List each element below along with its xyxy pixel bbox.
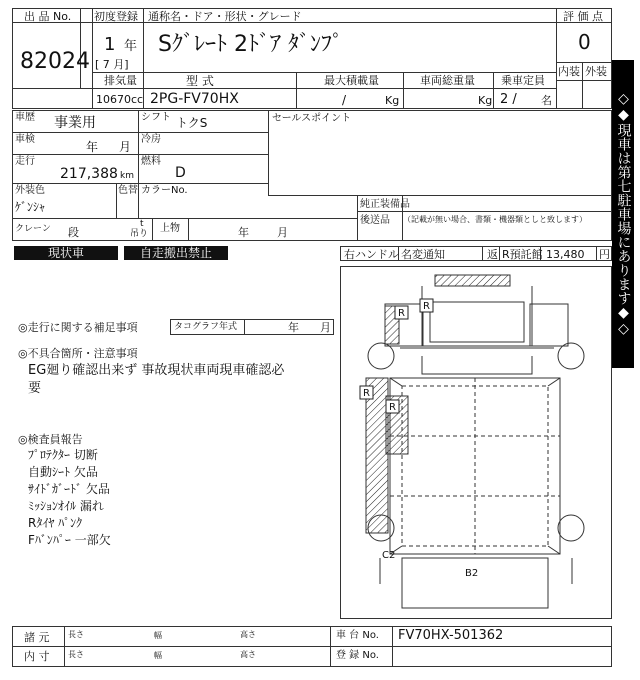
- diagram-mark: R: [389, 402, 396, 413]
- gross-weight-label: 車両総重量: [420, 74, 475, 87]
- r-deposit-unit: 円: [599, 248, 610, 261]
- model-name-label: 通称名・ドア・形状・グレード: [148, 10, 302, 23]
- r-deposit-value: 13,480: [546, 248, 585, 261]
- crane-label: クレーン: [15, 224, 51, 234]
- genuine-equipment-label: 純正装備品: [360, 199, 410, 210]
- side-banner: ◇◆現車は第七駐車場にあります◆◇: [612, 60, 634, 368]
- c2-label: C2: [382, 550, 396, 561]
- self-drive-prohibited-badge: 自走搬出禁止: [124, 246, 228, 260]
- retrofit-note: （記載が無い場合、書類・機器類としと致します）: [403, 215, 587, 224]
- model-name: Sｸﾞﾚｰﾄ 2ﾄﾞｱ ﾀﾞﾝﾌﾟ: [158, 32, 343, 57]
- mileage-unit: km: [120, 171, 134, 181]
- lot-no-label: 出 品 No.: [24, 10, 72, 23]
- upper-label: 上物: [160, 223, 180, 234]
- diagram-mark: R: [363, 388, 370, 399]
- upper-year: 年: [238, 226, 249, 239]
- shift: トクS: [176, 116, 208, 130]
- history: 事業用: [54, 115, 96, 131]
- history-label: 車歴: [15, 112, 35, 123]
- return-label: 返: [487, 248, 498, 261]
- displacement-label: 排気量: [104, 74, 137, 87]
- right-handle-label: 右ハンドル: [344, 248, 399, 261]
- color-change-label: 色替: [118, 185, 138, 196]
- name-change-label: 名変通知: [401, 248, 445, 261]
- fuel-label: 燃料: [141, 156, 161, 167]
- interior-dimensions-label: 内 寸: [24, 650, 50, 663]
- length-label: 長さ: [68, 630, 84, 639]
- defect-line-1: EG廻り確認出来ず 事故現状車両現車確認必: [28, 363, 285, 378]
- crane-t: t: [140, 219, 144, 229]
- inspector-item: ﾐｯｼｮﾝｵｲﾙ 漏れ: [28, 499, 104, 513]
- interior-label: 内装: [558, 65, 580, 78]
- driving-notes-title: ◎走行に関する補足事項: [18, 321, 138, 334]
- displacement-unit: cc: [131, 93, 144, 106]
- r-deposit-label: R預託館: [502, 248, 543, 261]
- inspector-item: 自動ｼｰﾄ 欠品: [28, 465, 98, 479]
- first-reg-year: 1: [104, 34, 116, 55]
- mileage: 217,388: [60, 166, 118, 182]
- mileage-label: 走行: [15, 156, 35, 167]
- tachograph-label: タコグラフ年式: [174, 322, 238, 332]
- first-reg-label: 初度登録: [94, 10, 138, 23]
- gross-weight-unit: Kg: [478, 94, 493, 107]
- vehicle-diagram: [340, 266, 612, 619]
- inspector-list: [28, 447, 111, 549]
- crane-hang: 吊り: [130, 229, 149, 239]
- shift-label: シフト: [141, 112, 171, 123]
- inspection-year-unit: 年: [86, 140, 99, 154]
- color: ｹﾞﾝｼｬ: [15, 200, 46, 214]
- first-reg-month: [ 7 月]: [95, 58, 129, 71]
- tachograph-year-unit: 年: [288, 321, 299, 334]
- reg-no-label: 登 録 No.: [336, 650, 379, 661]
- inspector-item: ｻｲﾄﾞｶﾞｰﾄﾞ 欠品: [28, 482, 110, 496]
- max-load-value: /: [342, 93, 347, 107]
- displacement: 10670: [96, 93, 131, 106]
- color-code-label: カラーNo.: [141, 185, 188, 196]
- diagram-mark: R: [398, 308, 405, 319]
- inspector-item: Fﾊﾞﾝﾊﾟｰ 一部欠: [28, 533, 111, 547]
- interior-length-label: 長さ: [68, 650, 84, 659]
- inspector-item: ﾌﾟﾛﾃｸﾀｰ 切断: [28, 448, 98, 462]
- max-load-unit: Kg: [385, 94, 400, 107]
- b2-label: B2: [465, 568, 479, 579]
- tachograph-month-unit: 月: [320, 321, 331, 334]
- lot-no: 82024: [20, 49, 90, 74]
- as-is-badge: 現状車: [14, 246, 118, 260]
- first-reg-year-unit: 年: [124, 39, 138, 54]
- color-label: 外装色: [15, 185, 45, 196]
- specs-label: 諸 元: [24, 631, 50, 644]
- width-label: 幅: [154, 631, 162, 640]
- upper-month: 月: [277, 226, 288, 239]
- inspector-item: Rﾀｲﾔ ﾊﾟﾝｸ: [28, 516, 83, 530]
- diagram-mark: R: [423, 301, 430, 312]
- height-label: 高さ: [240, 630, 256, 639]
- inspection-month-unit: 月: [119, 140, 132, 154]
- ac-label: 冷房: [141, 134, 161, 145]
- model-code-label: 型 式: [186, 74, 214, 88]
- model-code: 2PG-FV70HX: [150, 91, 239, 107]
- eval-label: 評 価 点: [563, 10, 603, 23]
- chassis-no: FV70HX-501362: [398, 628, 504, 643]
- retrofit-label: 後送品: [360, 215, 390, 226]
- sales-points-label: セールスポイント: [272, 113, 352, 124]
- eval-score: 0: [578, 30, 591, 54]
- inspector-title: ◎検査員報告: [18, 433, 83, 446]
- chassis-no-label: 車 台 No.: [336, 630, 379, 641]
- capacity-unit: 名: [541, 94, 552, 107]
- defects-title: ◎不具合箇所・注意事項: [18, 347, 138, 360]
- exterior-label: 外装: [585, 65, 607, 78]
- crane-stage: 段: [68, 226, 79, 239]
- interior-height-label: 高さ: [240, 650, 256, 659]
- defect-line-2: 要: [28, 381, 42, 396]
- interior-width-label: 幅: [154, 651, 162, 660]
- fuel: D: [175, 165, 186, 181]
- capacity: 2 /: [500, 92, 517, 107]
- inspection-label: 車検: [15, 134, 35, 145]
- capacity-label: 乗車定員: [501, 74, 545, 87]
- max-load-label: 最大積載量: [324, 74, 379, 87]
